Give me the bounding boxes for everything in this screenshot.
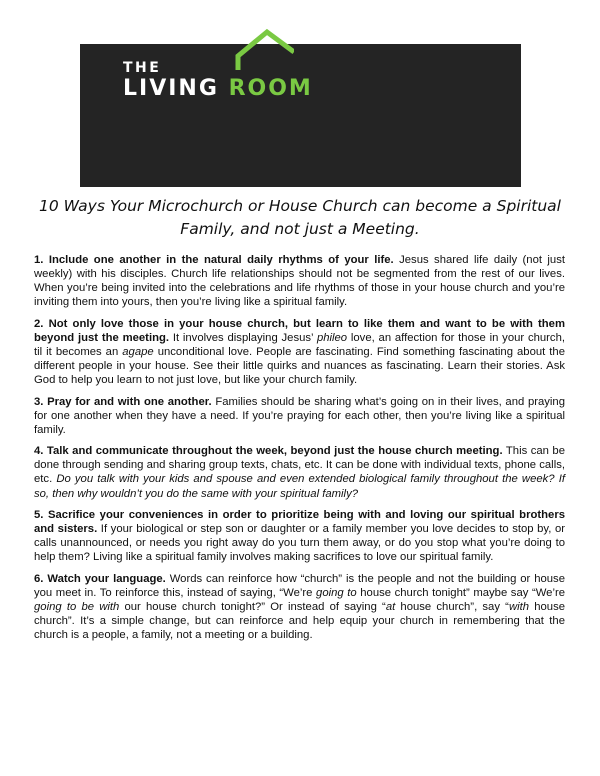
item-emphasis: going to be with (34, 601, 120, 614)
item-emphasis: phileo (316, 331, 348, 344)
logo-room-text: ROOM (228, 76, 313, 101)
item-heading: 2. Not only love those in your house church, but learn to like them and want to be with them beyond just the meeting. (34, 317, 565, 344)
item-body: love, an affection for those in your church, til it becomes an (34, 331, 565, 358)
item-body: our house church tonight?” Or instead of saying “ (119, 601, 386, 614)
article-body (34, 253, 565, 650)
logo-wordmark (123, 76, 313, 101)
list-item (34, 253, 565, 309)
item-heading: 4. Talk and communicate throughout the week, beyond just the house church meeting. (34, 445, 503, 458)
item-body: Families should be sharing what’s going on in their lives, and praying for one another when they have a need. If you’re praying for each other, then you’re living like a spiritual family. (34, 395, 565, 436)
list-item (34, 317, 565, 387)
logo-living-text: LIVING (123, 76, 219, 101)
item-body: house church”, say “ (395, 601, 509, 614)
logo-the-text: THE (123, 60, 162, 76)
item-emphasis: with (508, 601, 530, 614)
item-body: unconditional love. People are fascinating. Find something fascinating about the different people in your house. See their little quirks and nuances as fascinating. Learn their stories. Ask God to help you learn to not just love, but like your church family. (34, 345, 565, 387)
list-item (34, 508, 565, 564)
item-body: Jesus shared life daily (not just weekly) with his disciples. Church life relationships should not be segmented from the rest of our lives. When you’re being invited into the celebrations and life rhythms of those in your house church and you’re inviting them into yours, then you’re living like a spiritual family. (34, 254, 565, 309)
item-body: house church tonight” maybe say “We’re (356, 586, 566, 599)
list-item (34, 395, 565, 437)
item-heading: 6. Watch your language. (34, 572, 166, 585)
item-emphasis: agape (122, 345, 154, 358)
list-item (34, 444, 565, 500)
item-emphasis: Do you talk with your kids and spouse and even extended biological family throughout the week? If so, then why wouldn’t you do the same with your spiritual family? (34, 473, 565, 500)
list-item (34, 572, 565, 642)
item-emphasis: at (385, 601, 396, 614)
item-body: This can be done through sending and sharing group texts, chats, etc. It can be done with individual texts, phone calls, etc. (34, 445, 566, 486)
page-subtitle: 10 Ways Your Microchurch or House Church can become a Spiritual Family, and not just a Meeting. (39, 197, 561, 238)
item-heading: 5. Sacrifice your conveniences in order to prioritize being with and loving our spiritual brothers and sisters. (34, 509, 565, 536)
item-heading: 1. Include one another in the natural daily rhythms of your life. (34, 254, 394, 266)
house-roof-icon (234, 28, 294, 74)
item-body: house church”. It’s a simple change, but can reinforce and help equip your church in remembering that the church is a people, a family, not a meeting or a building. (34, 601, 566, 642)
item-body: Words can reinforce how “church” is the people and not the building or house you meet in. To reinforce this, instead of saying, “We’re (34, 572, 565, 599)
item-body: If your biological or step son or daughter or a family member you love decides to stop by, or calls unannounced, or needs you right away do you turn them away, or do you stop what you’re doing to help them? Living like a spiritual family involves making sacrifices to love our spiritual family. (34, 523, 565, 564)
item-body: It involves displaying Jesus’ (169, 331, 317, 344)
item-emphasis: going to (316, 586, 357, 599)
item-heading: 3. Pray for and with one another. (34, 395, 212, 408)
